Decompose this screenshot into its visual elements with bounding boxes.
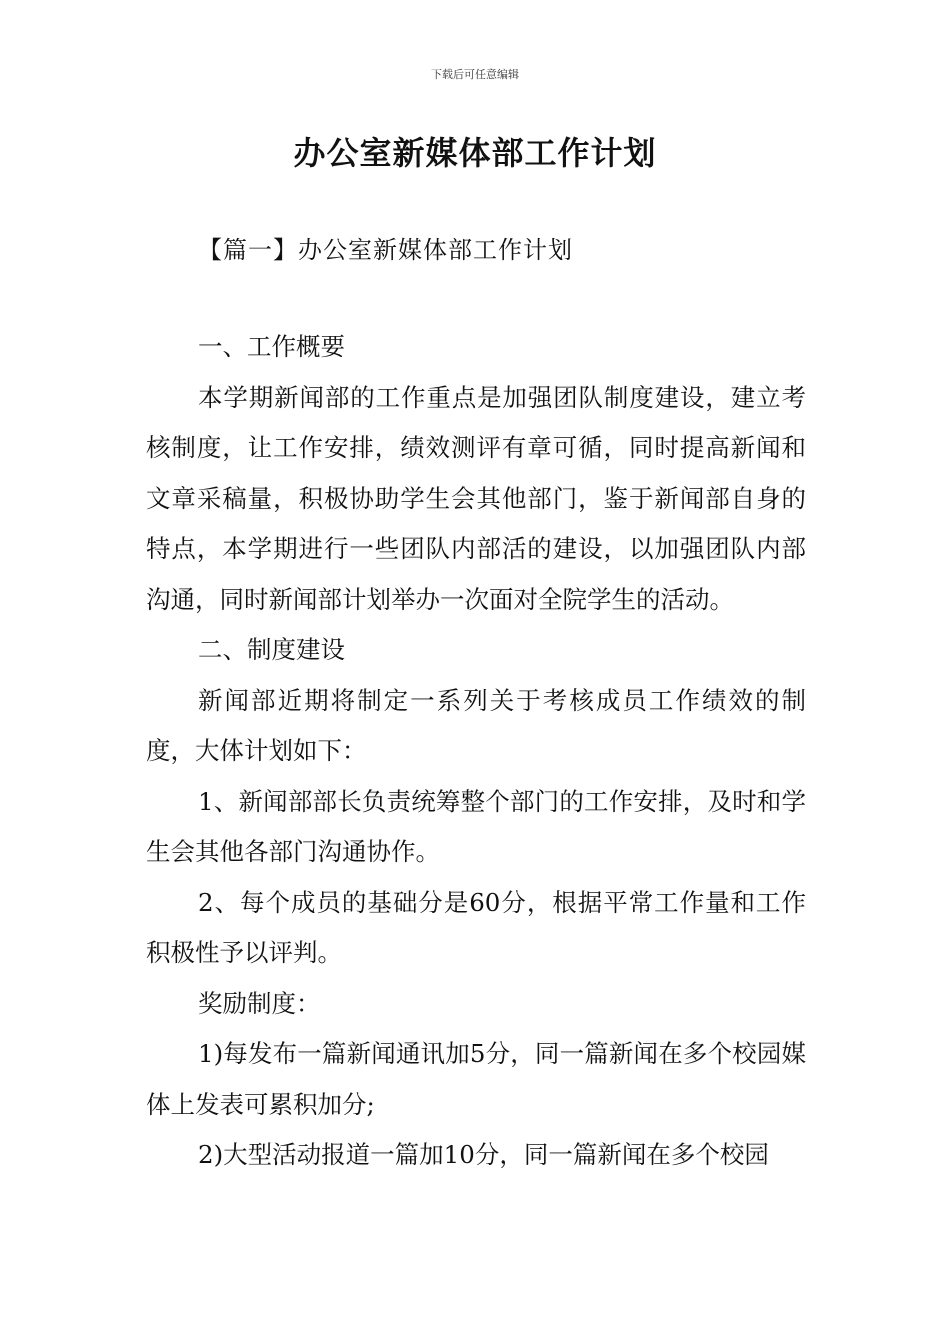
paragraph-system-intro: 新闻部近期将制定一系列关于考核成员工作绩效的制度，大体计划如下： [146, 685, 806, 765]
document-body [146, 322, 806, 1181]
header-note: 下载后可任意编辑 [431, 68, 519, 81]
list-item-1: 1、新闻部部长负责统筹整个部门的工作安排，及时和学生会其他各部门沟通协作。 [146, 786, 806, 866]
section-heading: 【篇一】办公室新媒体部工作计划 [198, 236, 573, 264]
heading-system: 二、制度建设 [198, 635, 345, 664]
list-item-2: 2、每个成员的基础分是60分，根据平常工作量和工作积极性予以评判。 [146, 887, 806, 967]
reward-item-1: 1)每发布一篇新闻通讯加5分，同一篇新闻在多个校园媒体上发表可累积加分; [146, 1039, 806, 1119]
reward-item-2: 2)大型活动报道一篇加10分，同一篇新闻在多个校园 [198, 1140, 769, 1169]
paragraph-overview: 本学期新闻部的工作重点是加强团队制度建设，建立考核制度，让工作安排，绩效测评有章可循，同时提高新闻和文章采稿量，积极协助学生会其他部门，鉴于新闻部自身的特点，本学期进行一些团队内部活的建设，以加强团队内部沟通，同时新闻部计划举办一次面对全院学生的活动。 [146, 382, 806, 614]
heading-overview: 一、工作概要 [198, 332, 345, 361]
heading-rewards: 奖励制度： [198, 988, 321, 1018]
document-title: 办公室新媒体部工作计划 [293, 134, 657, 172]
